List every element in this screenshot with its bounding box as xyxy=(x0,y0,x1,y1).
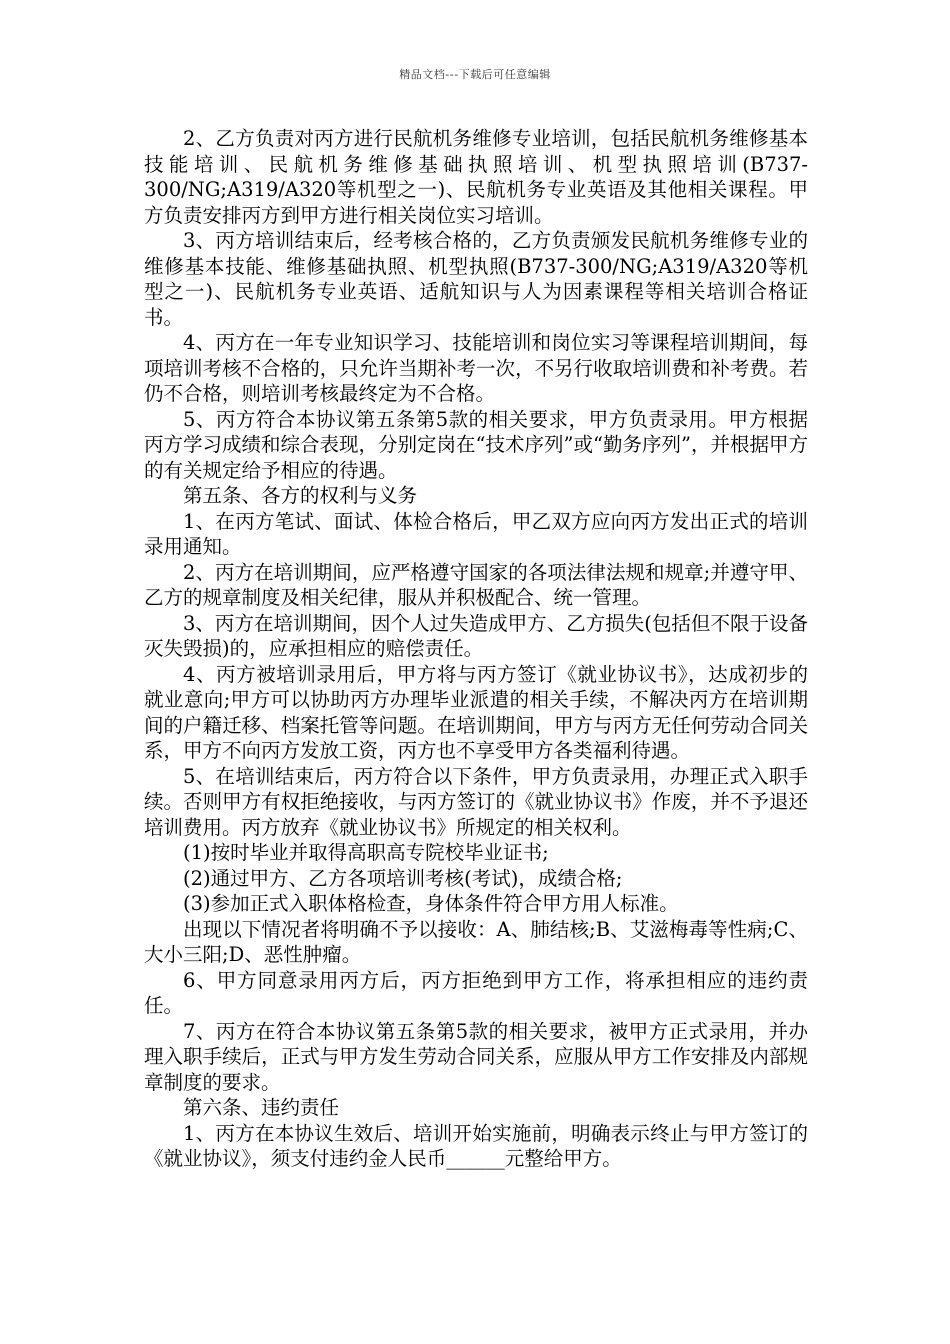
list-item: (3)参加正式入职体格检查，身体条件符合甲方用人标准。 xyxy=(183,892,679,915)
paragraph: 出现以下情况者将明确不予以接收：A、肺结核;B、艾滋梅毒等性病;C、大小三阳;D、恶性肿瘤。 xyxy=(144,917,808,966)
paragraph: 7、丙方在符合本协议第五条第5款的相关要求，被甲方正式录用，并办理入职手续后，正式与甲方发生劳动合同关系，应服从甲方工作安排及内部规章制度的要求。 xyxy=(144,1019,808,1094)
paragraph: 1、在丙方笔试、面试、体检合格后，甲乙双方应向丙方发出正式的培训录用通知。 xyxy=(144,509,808,558)
paragraph: 1、丙方在本协议生效后、培训开始实施前，明确表示终止与甲方签订的《就业协议》，须支付违约金人民币______元整给甲方。 xyxy=(144,1121,808,1170)
paragraph: 2、乙方负责对丙方进行民航机务维修专业培训，包括民航机务维修基本技能培训、民航机务维修基础执照培训、机型执照培训(B737-300/NG;A319/A320等机型之一)、民航机务专业英语及其他相关课程。甲方负责安排丙方到甲方进行相关岗位实习培训。 xyxy=(144,127,808,227)
paragraph: 4、丙方在一年专业知识学习、技能培训和岗位实习等课程培训期间，每项培训考核不合格的，只允许当期补考一次，不另行收取培训费和补考费。若仍不合格，则培训考核最终定为不合格。 xyxy=(144,331,808,405)
list-item: (1)按时毕业并取得高职高专院校毕业证书; xyxy=(183,841,549,864)
paragraph: 2、丙方在培训期间，应严格遵守国家的各项法律法规和规章;并遵守甲、乙方的规章制度及相关纪律，服从并积极配合、统一管理。 xyxy=(144,560,808,609)
section-heading: 第五条、各方的权利与义务 xyxy=(183,484,418,507)
paragraph: 4、丙方被培训录用后，甲方将与丙方签订《就业协议书》，达成初步的就业意向;甲方可以协助丙方办理毕业派遣的相关手续，不解决丙方在培训期间的户籍迁移、档案托管等问题。在培训期间，甲方与丙方无任何劳动合同关系，甲方不向丙方发放工资，丙方也不享受甲方各类福利待遇。 xyxy=(144,662,808,762)
section-heading: 第六条、违约责任 xyxy=(183,1096,340,1119)
paragraph: 6、甲方同意录用丙方后，丙方拒绝到甲方工作，将承担相应的违约责任。 xyxy=(144,968,808,1017)
page-header: 精品文档---下载后可任意编辑 xyxy=(399,68,551,81)
paragraph: 3、丙方在培训期间，因个人过失造成甲方、乙方损失(包括但不限于设备灭失毁损)的，应承担相应的赔偿责任。 xyxy=(144,611,808,660)
paragraph: 5、在培训结束后，丙方符合以下条件，甲方负责录用，办理正式入职手续。否则甲方有权拒绝接收，与丙方签订的《就业协议书》作废，并不予退还培训费用。丙方放弃《就业协议书》所规定的相关权利。 xyxy=(144,764,808,839)
paragraph: 5、丙方符合本协议第五条第5款的相关要求，甲方负责录用。甲方根据丙方学习成绩和综合表现，分别定岗在“技术序列”或“勤务序列”，并根据甲方的有关规定给予相应的待遇。 xyxy=(144,407,808,482)
document-body xyxy=(144,126,808,1172)
list-item: (2)通过甲方、乙方各项培训考核(考试)，成绩合格; xyxy=(183,866,623,890)
paragraph: 3、丙方培训结束后，经考核合格的，乙方负责颁发民航机务维修专业的维修基本技能、维修基础执照、机型执照(B737-300/NG;A319/A320等机型之一)、民航机务专业英语、适航知识与人为因素课程等相关培训合格证书。 xyxy=(144,229,808,329)
